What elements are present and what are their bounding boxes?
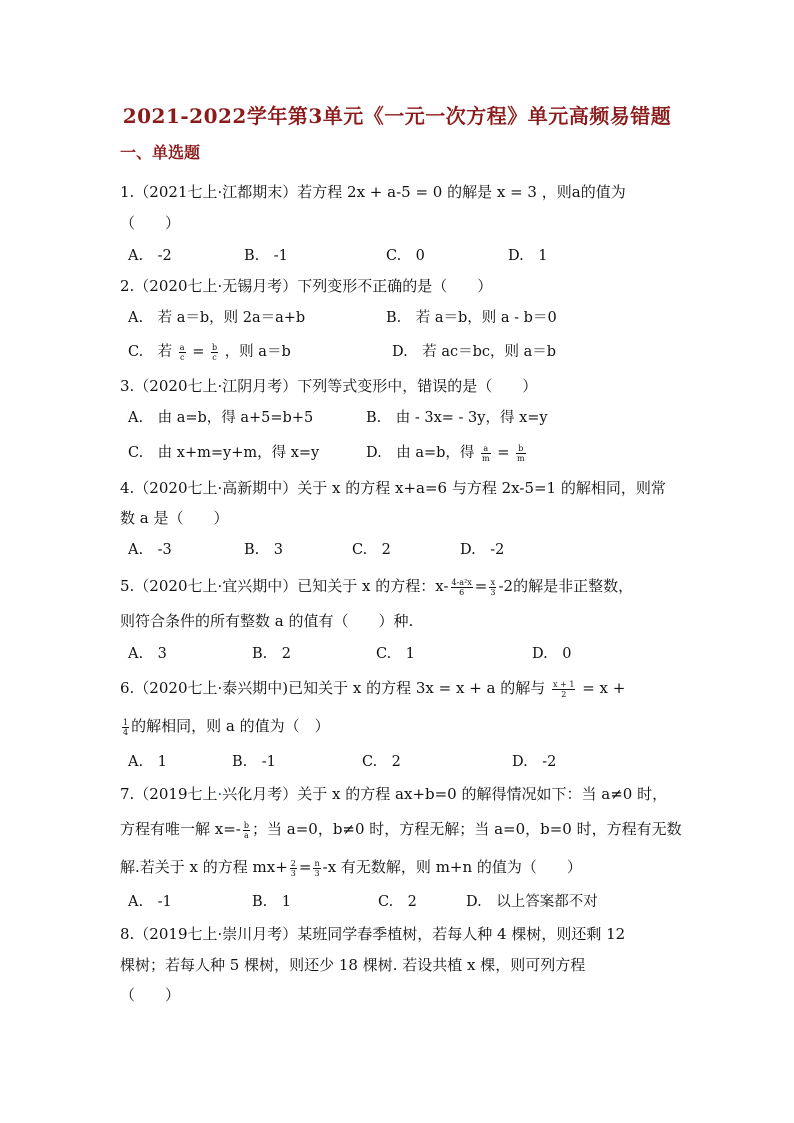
question-1-option-c: C. 0: [386, 248, 425, 264]
question-4-option-b: B. 3: [244, 542, 283, 558]
question-1-text: 1.（2021七上·江都期末）若方程 2x + a-5 = 0 的解是 x = 3 ，则a的值为: [120, 183, 626, 201]
question-2-option-c-suffix: ，则 a＝b: [224, 344, 291, 360]
question-5-option-a: A. 3: [128, 646, 167, 662]
fraction-numerator: x + 1: [553, 679, 575, 689]
question-5-text-cont: 则符合条件的所有整数 a 的值有（ ）种.: [120, 612, 414, 630]
fraction: [451, 578, 473, 597]
separator-dot: ·: [217, 785, 223, 803]
question-5-suffix: -2的解是非正整数，: [498, 577, 634, 595]
question-7-option-b: B. 1: [252, 894, 291, 910]
question-7-option-d: D. 以上答案都不对: [466, 894, 598, 910]
question-4-option-a: A. -3: [128, 542, 172, 558]
equals-sign: =: [298, 858, 312, 876]
question-3-option-c: C. 由 x+m=y+m，得 x=y: [128, 445, 320, 461]
fraction-denominator: m: [482, 453, 490, 463]
question-2-text: 2.（2020七上·无锡月考）下列变形不正确的是（ ）: [120, 277, 493, 295]
question-2-option-d: D. 若 ac＝bc，则 a＝b: [392, 344, 557, 360]
question-3-option-d: [366, 443, 528, 463]
fraction-denominator: 4: [123, 727, 129, 737]
question-3-option-b: B. 由 - 3x= - 3y，得 x=y: [366, 410, 548, 426]
question-6-text: [120, 678, 625, 699]
question-7-prefix: 7.（2019七上: [120, 785, 218, 803]
fraction-denominator: 3: [490, 587, 496, 597]
question-2-option-b: B. 若 a＝b，则 a - b＝0: [386, 310, 557, 326]
question-1-option-a: A. -2: [128, 248, 172, 264]
question-6-text-cont: [120, 716, 330, 737]
fraction-denominator: 2: [561, 689, 567, 699]
fraction: [243, 821, 250, 840]
equals-sign: =: [497, 445, 510, 461]
fraction-denominator: c: [179, 352, 185, 362]
fraction: [290, 859, 297, 878]
question-6-suffix: 的解相同，则 a 的值为（ ）: [131, 717, 330, 735]
fraction-numerator: 2: [290, 858, 296, 868]
question-4-option-c: C. 2: [352, 542, 391, 558]
question-8-text-cont: 棵树；若每人种 5 棵树，则还少 18 棵树. 若设共植 x 棵，则可列方程: [120, 956, 586, 974]
question-4-text-cont: 数 a 是（ ）: [120, 509, 229, 527]
question-2-option-a: A. 若 a＝b，则 2a＝a+b: [128, 310, 306, 326]
question-7-line3-prefix: 解.若关于 x 的方程 mx+: [120, 858, 288, 876]
fraction: [211, 343, 218, 362]
fraction: [481, 444, 491, 463]
question-5-option-d: D. 0: [532, 646, 572, 662]
fraction-denominator: 3: [290, 868, 296, 878]
equals-sign: =: [474, 577, 488, 595]
question-7-line1: 兴化月考）关于 x 的方程 ax+b=0 的解得情况如下：当 a≠0 时，: [222, 785, 668, 803]
fraction-denominator: 3: [314, 868, 320, 878]
question-1-option-b: B. -1: [244, 248, 288, 264]
question-5-prefix: 5.（2020七上·宜兴期中）已知关于 x 的方程：x-: [120, 577, 449, 595]
question-8-text: 8.（2019七上·崇川月考）某班同学春季植树，若每人种 4 棵树，则还剩 12: [120, 925, 626, 943]
question-1-option-d: D. 1: [508, 248, 548, 264]
fraction-numerator: b: [211, 342, 218, 352]
question-7-option-c: C. 2: [378, 894, 417, 910]
question-8-blank: （ ）: [120, 986, 181, 1004]
question-7-line3-suffix: -x 有无数解，则 m+n 的值为（ ）: [322, 858, 582, 876]
fraction-numerator: x: [490, 577, 496, 587]
section-heading: 一、单选题: [120, 143, 201, 162]
question-6-option-a: A. 1: [128, 754, 167, 770]
fraction-numerator: a: [179, 342, 185, 352]
fraction: [313, 859, 320, 878]
fraction-numerator: n: [314, 858, 320, 868]
document-title: 2021-2022学年第3单元《一元一次方程》单元高频易错题: [122, 104, 672, 128]
question-6-equation: = x +: [582, 679, 626, 697]
question-7-text-line3: [120, 857, 582, 878]
fraction-denominator: 6: [459, 587, 465, 597]
question-4-text: 4.（2020七上·高新期中）关于 x 的方程 x+a=6 与方程 2x-5=1 的解相同，则常: [120, 479, 666, 497]
equals-sign: =: [192, 344, 205, 360]
question-5-text: [120, 576, 633, 597]
question-6-option-b: B. -1: [232, 754, 276, 770]
fraction-numerator: 4-a²x: [451, 577, 472, 587]
fraction-numerator: a: [481, 444, 491, 454]
question-4-option-d: D. -2: [460, 542, 505, 558]
question-6-prefix: 6.（2020七上·泰兴期中)已知关于 x 的方程 3x = x + a 的解与: [120, 679, 546, 697]
fraction: [516, 444, 526, 463]
question-1-blank: （ ）: [120, 214, 181, 232]
question-7-text-line2: [120, 819, 682, 840]
fraction-denominator: m: [516, 453, 525, 463]
question-5-option-b: B. 2: [252, 646, 291, 662]
question-7-line2-suffix: ；当 a=0，b≠0 时，方程无解；当 a=0，b=0 时，方程有无数: [252, 820, 682, 838]
fraction: [489, 578, 496, 597]
question-5-option-c: C. 1: [376, 646, 415, 662]
question-3-text: 3.（2020七上·江阴月考）下列等式变形中，错误的是（ ）: [120, 377, 538, 395]
fraction-denominator: c: [212, 352, 217, 362]
question-3-option-d-prefix: D. 由 a=b，得: [366, 445, 475, 461]
question-6-option-c: C. 2: [362, 754, 401, 770]
fraction-numerator: b: [243, 820, 249, 830]
fraction-numerator: b: [516, 444, 526, 454]
fraction: [552, 680, 575, 699]
question-7-text: [120, 784, 667, 804]
question-7-line2-prefix: 方程有唯一解 x=-: [120, 820, 241, 838]
question-6-option-d: D. -2: [512, 754, 557, 770]
fraction: [122, 718, 129, 737]
question-3-option-a: A. 由 a=b，得 a+5=b+5: [128, 410, 314, 426]
question-7-option-a: A. -1: [128, 894, 172, 910]
fraction-denominator: a: [244, 830, 249, 840]
fraction-numerator: 1: [123, 717, 129, 727]
fraction: [179, 343, 186, 362]
question-2-option-c-prefix: C. 若: [128, 344, 173, 360]
question-2-option-c: [128, 342, 291, 362]
